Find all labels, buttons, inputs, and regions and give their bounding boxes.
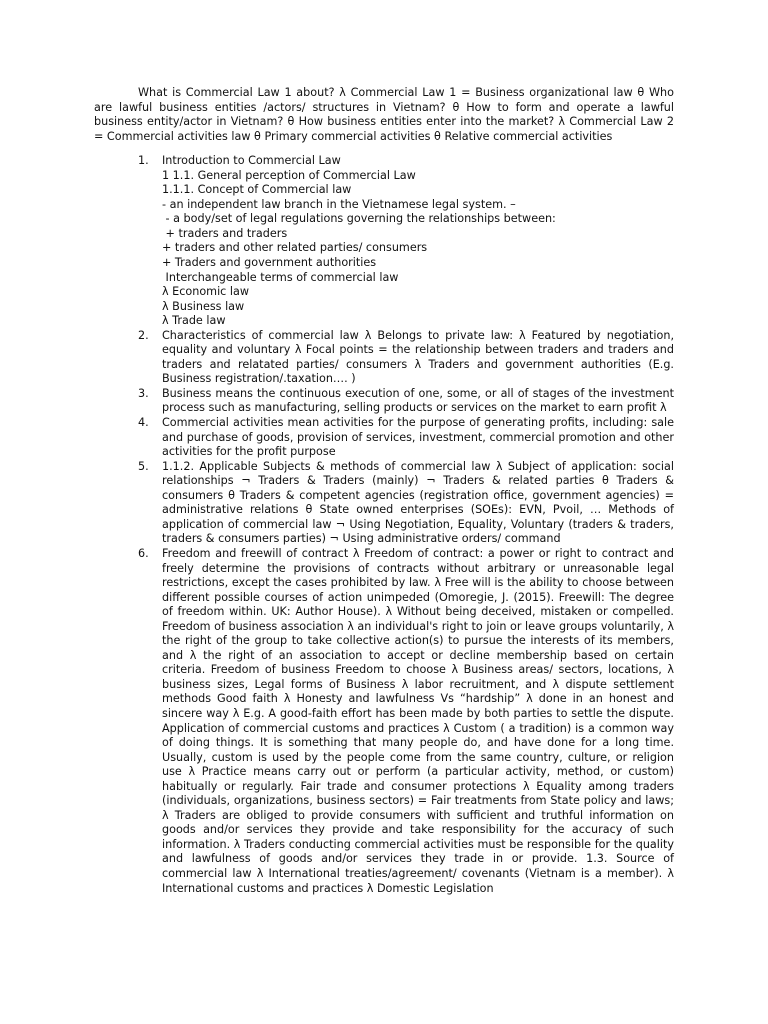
list-number: 6. xyxy=(138,546,149,560)
list-item-5 xyxy=(94,460,674,547)
document-page xyxy=(94,86,674,896)
list-item-text: Business means the continuous execution of one, some, or all of stages of the investment process such as manufacturing, selling products or services on the market to earn profit λ xyxy=(162,386,674,415)
intro-paragraph: What is Commercial Law 1 about? λ Commercial Law 1 = Business organizational law θ Who are lawful business entities /actors/ structures in Vietnam? θ How to form and operate a lawful business entity/actor in Vietnam? θ How business entities enter into the market? λ Commercial Law 2 = Commercial activities law θ Primary commercial activities θ Relative commercial activities xyxy=(94,86,674,143)
list-item-3 xyxy=(94,387,674,416)
list-item-text: Freedom and freewill of contract λ Freedom of contract: a power or right to contract and freely determine the provisions of contracts without arbitrary or unreasonable legal restrictions, except the cases prohibited by law. λ Free will is the ability to choose between different possible courses of action unimpeded (Omoregie, J. (2015). Freewill: The degree of freedom within. UK: Author House). λ Without being deceived, mistaken or compelled. Freedom of business association λ an individual's right to join or leave groups voluntarily, λ the right of the group to take collective action(s) to pursue the interests of its members, and λ the right of an association to accept or decline membership based on certain criteria. Freedom of business Freedom to choose λ Business areas/ sectors, locations, λ business sizes, Legal forms of Business λ labor recruitment, and λ dispute settlement methods Good faith λ Honesty and lawfulness Vs “hardship” λ done in an honest and sincere way λ E.g. A good-faith effort has been made by both parties to settle the dispute. Application of commercial customs and practices λ Custom ( a tradition) is a common way of doing things. It is something that many people do, and have done for a long time. Usually, custom is used by the people come from the same country, culture, or religion use λ Practice means carry out or perform (a particular activity, method, or custom) habitually or regularly. Fair trade and consumer protections λ Equality among traders (individuals, organizations, business sectors) = Fair treatments from State policy and laws; λ Traders are obliged to provide consumers with sufficient and truthful information on goods and/or services they provide and take responsibility for the accuracy of such information. λ Traders conducting commercial activities must be responsible for the quality and lawfulness of goods and/or services they trade in or provide. 1.3. Source of commercial law λ International treaties/agreement/ covenants (Vietnam is a member). λ International customs and practices λ Domestic Legislation xyxy=(162,546,674,895)
list-line: Introduction to Commercial Law xyxy=(162,154,341,168)
list-line: + traders and other related parties/ consumers xyxy=(162,241,428,255)
list-number: 4. xyxy=(138,416,149,430)
list-line: λ Business law xyxy=(162,299,245,313)
list-number: 2. xyxy=(138,328,149,342)
list-line: 1.1.1. Concept of Commercial law xyxy=(162,183,352,197)
list-item-2 xyxy=(94,329,674,387)
list-item-text: Commercial activities mean activities for the purpose of generating profits, including: sale and purchase of goods, provision of services, investment, commercial promotion and other activities for the profit purpose xyxy=(162,416,674,459)
list-item-text: 1.1.2. Applicable Subjects & methods of commercial law λ Subject of application: social relationships ¬ Traders & Traders (mainly) ¬ Traders & related parties θ Traders & consumers θ Traders & competent agencies (registration office, government agencies) = administrative relations θ State owned enterprises (SOEs): EVN, Pvoil, … Methods of application of commercial law ¬ Using Negotiation, Equality, Voluntary (traders & traders, traders & consumers parties) ¬ Using administrative orders/ command xyxy=(162,459,674,546)
list-line: + Traders and government authorities xyxy=(162,256,377,270)
list-line: - an independent law branch in the Vietnamese legal system. – xyxy=(162,197,516,211)
list-line: λ Trade law xyxy=(162,314,226,328)
list-item-4 xyxy=(94,416,674,460)
list-line: 1 1.1. General perception of Commercial Law xyxy=(162,168,416,182)
list-item-6 xyxy=(94,547,674,896)
list-line: Interchangeable terms of commercial law xyxy=(162,270,399,284)
list-number: 5. xyxy=(138,459,149,473)
numbered-list xyxy=(94,154,674,896)
list-item-1 xyxy=(94,154,674,329)
list-number: 1. xyxy=(138,154,149,168)
list-line: λ Economic law xyxy=(162,285,250,299)
list-number: 3. xyxy=(138,386,149,400)
list-line: + traders and traders xyxy=(162,226,288,240)
list-item-text: Characteristics of commercial law λ Belongs to private law: λ Featured by negotiation, equality and voluntary λ Focal points = the relationship between traders and traders and traders and relatated parties/ consumers λ Traders and government authorities (E.g. Business registration/.taxation…. ) xyxy=(162,328,674,386)
list-line: - a body/set of legal regulations governing the relationships between: xyxy=(162,212,556,226)
